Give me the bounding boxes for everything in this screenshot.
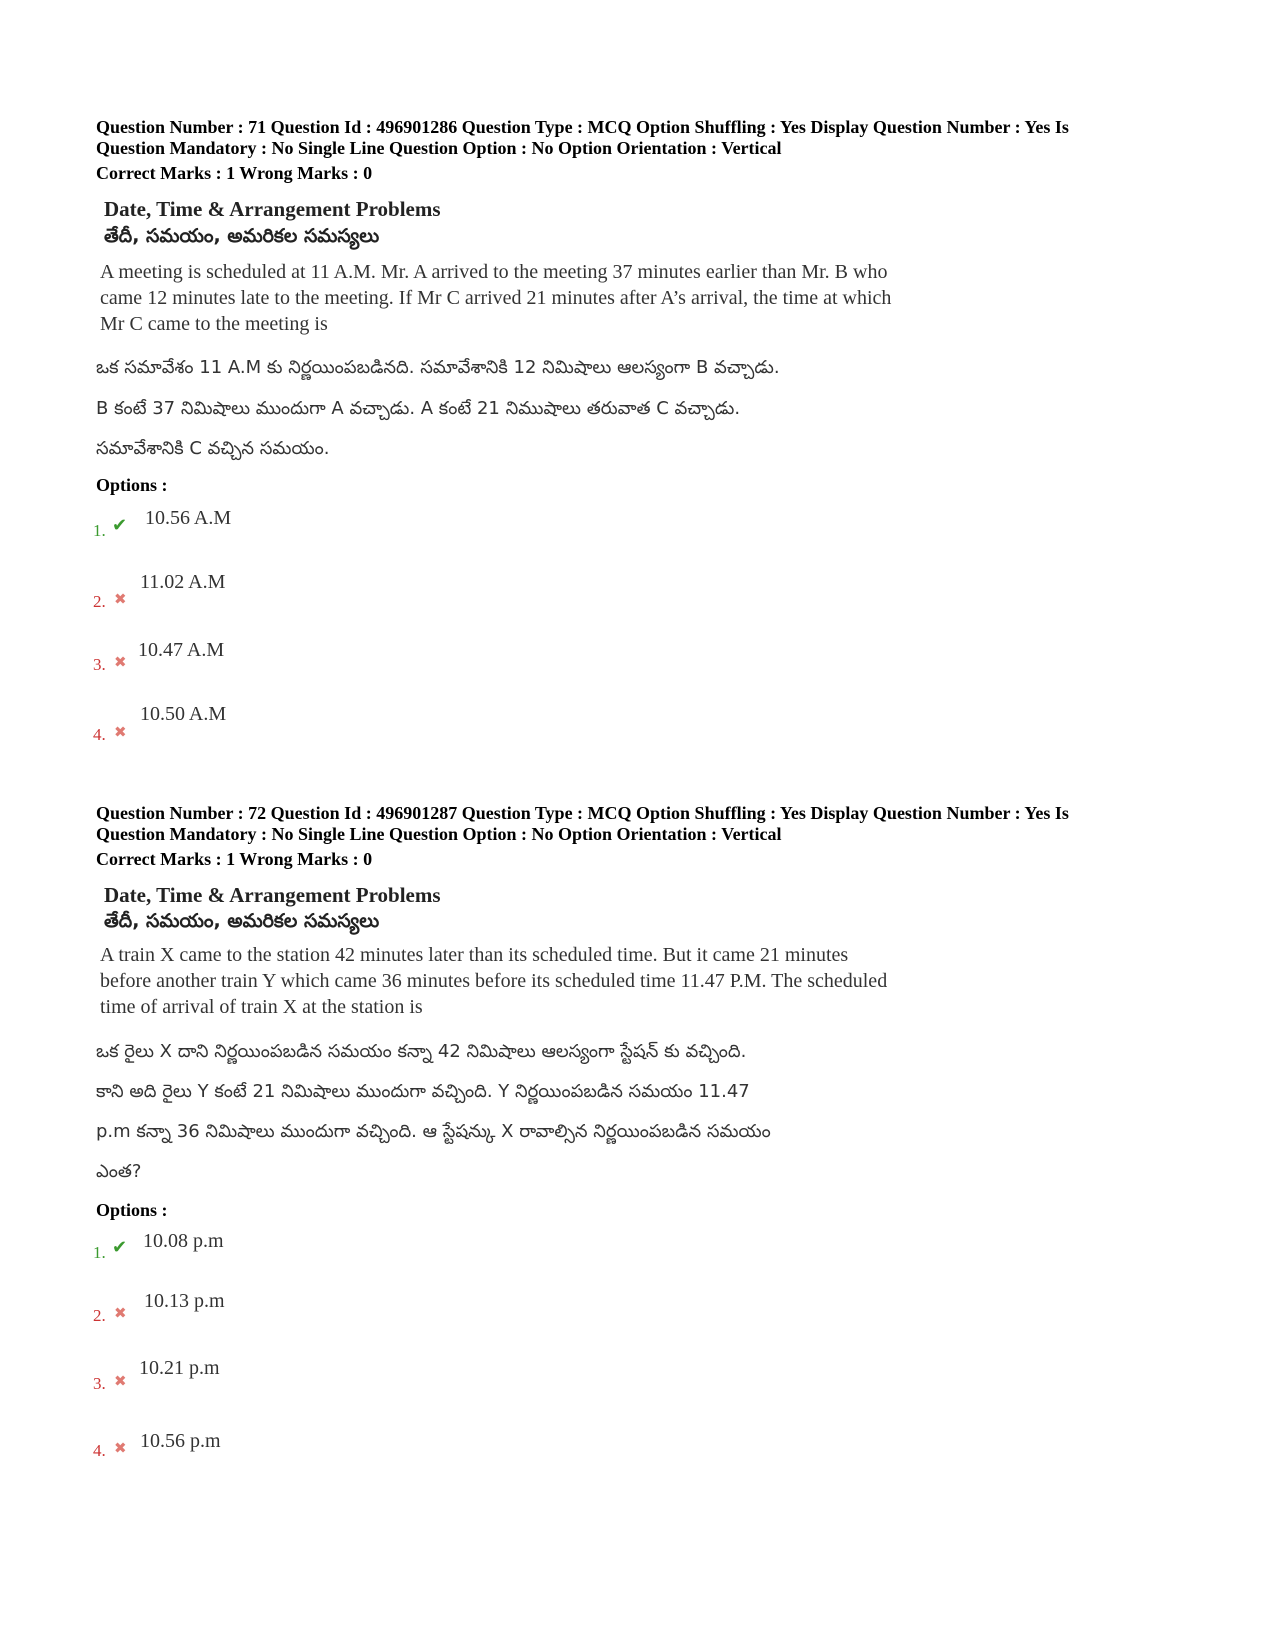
- question-meta-line2: Question Mandatory : No Single Line Question Option : No Option Orientation : Vertical: [96, 138, 782, 158]
- option-number: 2.: [93, 1306, 106, 1325]
- question-meta-line1: Question Number : 72 Question Id : 496901287 Question Type : MCQ Option Shuffling : Yes Display Question Number : Yes Is: [96, 803, 1069, 823]
- option-text: 10.13 p.m: [144, 1290, 225, 1312]
- checkmark-icon: ✔: [112, 1237, 128, 1258]
- option-number: 4.: [93, 1441, 106, 1460]
- option-text: 11.02 A.M: [140, 571, 226, 593]
- option-text: 10.21 p.m: [139, 1357, 220, 1379]
- cross-icon: ✖: [114, 723, 127, 741]
- option-number: 1.: [93, 521, 106, 540]
- subject-title-te: తేదీ, సమయం, అమరికల సమస్యలు: [104, 225, 380, 247]
- checkmark-icon: ✔: [112, 515, 128, 536]
- question-marks: Correct Marks : 1 Wrong Marks : 0: [96, 849, 373, 869]
- option-number: 3.: [93, 1374, 106, 1393]
- option-text: 10.08 p.m: [143, 1230, 224, 1252]
- option-number: 2.: [93, 592, 106, 611]
- question-marks: Correct Marks : 1 Wrong Marks : 0: [96, 163, 373, 183]
- subject-title-en: Date, Time & Arrangement Problems: [104, 883, 441, 907]
- option-text: 10.47 A.M: [138, 639, 225, 661]
- option-number: 3.: [93, 655, 106, 674]
- option-number: 1.: [93, 1243, 106, 1262]
- question-text-en: A meeting is scheduled at 11 A.M. Mr. A arrived to the meeting 37 minutes earlier than Mr. B who came 12 minutes late to the meeting. If Mr C arrived 21 minutes after A’s arrival, the time at which Mr C came to the meeting is: [100, 261, 892, 335]
- question-text-te-line: సమావేశానికి C వచ్చిన సమయం.: [96, 438, 330, 459]
- question-text-te-line: ఎంత?: [96, 1161, 142, 1182]
- question-text-en: A train X came to the station 42 minutes later than its scheduled time. But it came 21 minutes before another train Y which came 36 minutes before its scheduled time 11.47 P.M. The scheduled time of arrival of train X at the station is: [100, 944, 888, 1018]
- cross-icon: ✖: [114, 1372, 127, 1390]
- option-text: 10.56 p.m: [140, 1430, 221, 1452]
- option-text: 10.56 A.M: [145, 507, 232, 529]
- question-meta-line1: Question Number : 71 Question Id : 496901286 Question Type : MCQ Option Shuffling : Yes Display Question Number : Yes Is: [96, 117, 1069, 137]
- question-text-te-line: ఒక సమావేశం 11 A.M కు నిర్ణయింపబడినది. సమావేశానికి 12 నిమిషాలు ఆలస్యంగా B వచ్చాడు.: [96, 357, 780, 378]
- options-label: Options :: [96, 1200, 168, 1220]
- cross-icon: ✖: [114, 590, 127, 608]
- cross-icon: ✖: [114, 1439, 127, 1457]
- options-label: Options :: [96, 475, 168, 495]
- cross-icon: ✖: [114, 1304, 127, 1322]
- question-text-te-line: ఒక రైలు X దాని నిర్ణయింపబడిన సమయం కన్నా 42 నిమిషాలు ఆలస్యంగా స్టేషన్ కు వచ్చింది.: [96, 1041, 747, 1062]
- question-text-te-line: కాని అది రైలు Y కంటే 21 నిమిషాలు ముందుగా వచ్చింది. Y నిర్ణయింపబడిన సమయం 11.47: [96, 1081, 750, 1102]
- subject-title-te: తేదీ, సమయం, అమరికల సమస్యలు: [104, 910, 380, 932]
- option-text: 10.50 A.M: [140, 703, 227, 725]
- option-number: 4.: [93, 725, 106, 744]
- subject-title-en: Date, Time & Arrangement Problems: [104, 197, 441, 221]
- question-text-te-line: B కంటే 37 నిమిషాలు ముందుగా A వచ్చాడు. A కంటే 21 నిముషాలు తరువాత C వచ్చాడు.: [96, 398, 741, 419]
- cross-icon: ✖: [114, 653, 127, 671]
- question-text-te-line: p.m కన్నా 36 నిమిషాలు ముందుగా వచ్చింది. ఆ స్టేషన్కు X రావాల్సిన నిర్ణయింపబడిన సమయం: [96, 1121, 771, 1142]
- question-meta-line2: Question Mandatory : No Single Line Question Option : No Option Orientation : Vertical: [96, 824, 782, 844]
